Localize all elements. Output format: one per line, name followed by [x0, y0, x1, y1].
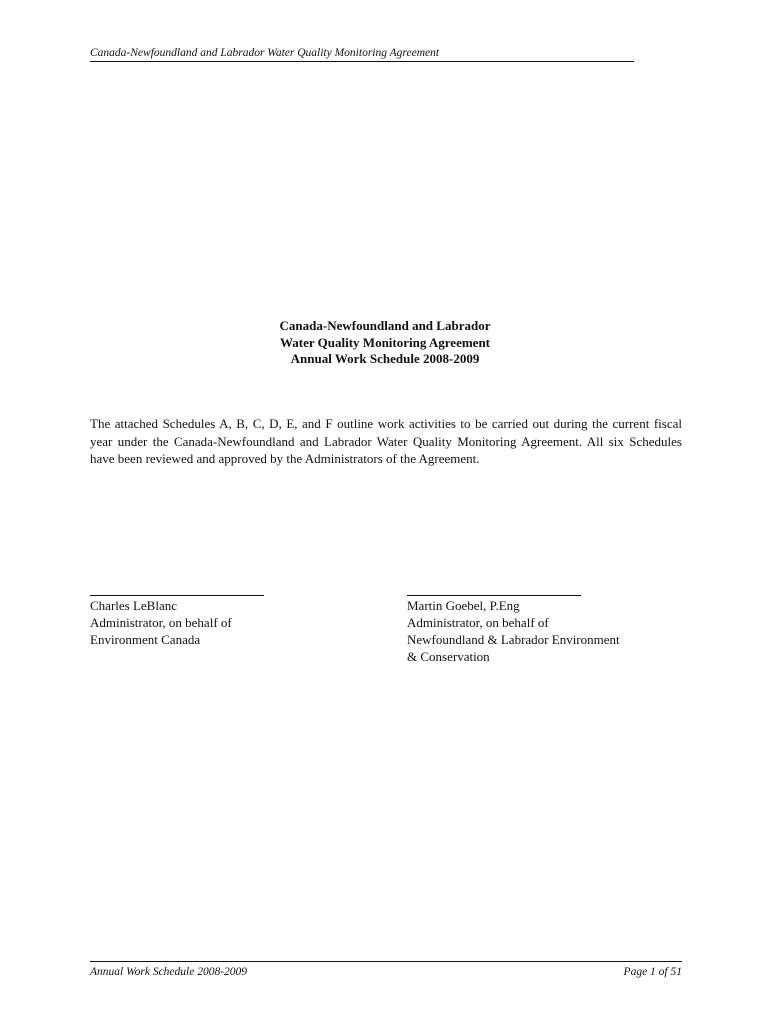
signatory-name-left: Charles LeBlanc — [90, 598, 177, 613]
footer-document-title: Annual Work Schedule 2008-2009 — [90, 966, 248, 978]
intro-paragraph: The attached Schedules A, B, C, D, E, and F outline work activities to be carried out during the current fiscal year under the Canada-Newfoundland and Labrador Water Quality Monitoring Agreement. All six Schedules have been reviewed and approved by the Administrators of the Agreement. — [90, 416, 682, 466]
signature-block-right — [407, 583, 620, 665]
signatory-role-left: Administrator, on behalf of — [90, 615, 232, 630]
signature-line-right — [407, 583, 581, 596]
running-header: Canada-Newfoundland and Labrador Water Quality Monitoring Agreement — [90, 46, 634, 62]
title-line-3: Annual Work Schedule 2008-2009 — [290, 351, 480, 366]
signatory-org-right-line1: Newfoundland & Labrador Environment — [407, 632, 620, 647]
signatory-org-right-line2: & Conservation — [407, 649, 490, 664]
signature-block-left — [90, 583, 264, 648]
title-line-1: Canada-Newfoundland and Labrador — [279, 318, 491, 333]
page-footer — [90, 961, 682, 979]
signatory-org-left: Environment Canada — [90, 632, 201, 647]
signatory-name-right: Martin Goebel, P.Eng — [407, 598, 520, 613]
title-line-2: Water Quality Monitoring Agreement — [279, 334, 491, 350]
footer-page-number: Page 1 of 51 — [623, 966, 682, 978]
signature-line-left — [90, 583, 264, 596]
document-title — [90, 318, 680, 368]
signatory-role-right: Administrator, on behalf of — [407, 615, 549, 630]
